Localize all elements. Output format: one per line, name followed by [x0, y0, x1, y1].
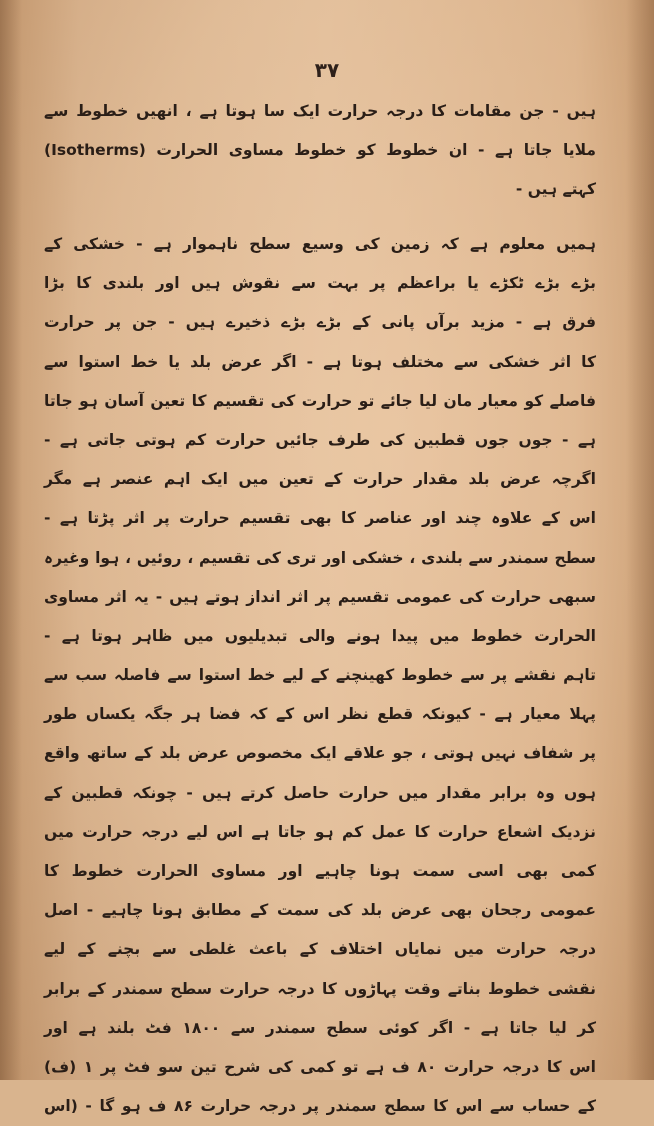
text-line: ہیں - جن مقامات کا درجہ حرارت ایک سا ہوتا ہے ، انھیں خطوط سے: [44, 102, 596, 120]
text-line: فرق ہے - مزید برآں پانی کے بڑے بڑے ذخیرے ہیں - جن پر حرارت: [44, 313, 596, 332]
text-line: کمی بھی اسی سمت ہونا چاہیے اور مساوی الحرارت خطوط کا: [44, 862, 596, 880]
text-line: سطح سمندر سے بلندی ، خشکی اور تری کی تقسیم ، روئیں ، ہوا وغیرہ: [44, 548, 596, 567]
text-line: فاصلے کو معیار مان لیا جائے تو حرارت کی تقسیم کا تعین آسان ہو جاتا: [44, 391, 596, 410]
text-line: پر شفاف نہیں ہوتی ، جو علاقے ایک مخصوص عرض بلد کے ساتھ واقع: [44, 744, 596, 763]
text-line: کہتے ہیں -: [515, 180, 596, 199]
paragraph-2: [44, 225, 596, 1126]
text-line: کا اثر خشکی سے مختلف ہوتا ہے - اگر عرض بلد یا خط استوا سے: [44, 352, 596, 371]
text-line: اگرچہ عرض بلد مقدار حرارت کے تعین میں ایک اہم عنصر ہے مگر: [44, 470, 596, 489]
text-line: اس کے علاوہ چند اور عناصر کا بھی تقسیم حرارت پر اثر پڑتا ہے -: [44, 509, 596, 528]
text-line: ہے - جوں جوں قطبین کی طرف جائیں حرارت کم ہوتی جاتی ہے -: [44, 430, 596, 449]
text-line: الحرارت خطوط میں پیدا ہونے والی تبدیلیوں میں ظاہر ہوتا ہے -: [44, 626, 596, 645]
text-line: ملایا جاتا ہے - ان خطوط کو خطوط مساوی الحرارت (Isotherms): [44, 141, 596, 160]
paragraph-1: [44, 92, 596, 210]
text-line: نقشی خطوط بناتے وقت پہاڑوں کا درجہ حرارت سطح سمندر کے برابر: [44, 979, 596, 998]
text-line: تاہم نقشے پر سے خطوط کھینچنے کے لیے خط استوا سے فاصلہ سب سے: [44, 666, 596, 685]
text-line: نزدیک اشعاع حرارت کا عمل کم ہو جاتا ہے اس لیے درجہ حرارت میں: [44, 822, 596, 841]
page-number: ۳۷: [314, 58, 340, 82]
text-line: ہوں وہ برابر مقدار میں حرارت حاصل کرتے ہیں - چونکہ قطبین کے: [44, 783, 596, 802]
text-line: عمومی رجحان بھی عرض بلد کی سمت کے مطابق ہونا چاہیے - اصل: [44, 901, 596, 920]
text-line: سبھی حرارت کی عمومی تقسیم پر اثر انداز ہوتے ہیں - یہ اثر مساوی: [44, 587, 596, 606]
text-line: درجہ حرارت میں نمایاں اختلاف کے باعث غلطی سے بچنے کے لیے: [44, 940, 596, 959]
text-line: اس کا درجہ حرارت ۸۰ ف ہے تو کمی کی شرح تین سو فٹ پر ۱ (ف): [44, 1057, 596, 1076]
text-line: ہمیں معلوم ہے کہ زمین کی وسیع سطح ناہموار ہے - خشکی کے: [44, 235, 596, 253]
text-line: کر لیا جاتا ہے - اگر کوئی سطح سمندر سے ۱۸۰۰ فٹ بلند ہے اور: [44, 1018, 596, 1037]
text-line: کے حساب سے اس کا سطح سمندر پر درجہ حرارت ۸۶ ف ہو گا - (اس: [44, 1097, 597, 1116]
text-line: پہلا معیار ہے - کیونکہ قطع نظر اس کے کہ فضا ہر جگہ یکساں طور: [44, 705, 596, 724]
text-line: بڑے بڑے ٹکڑے یا براعظم پر بہت سے نقوش ہیں اور بلندی کا بڑا: [44, 274, 596, 293]
